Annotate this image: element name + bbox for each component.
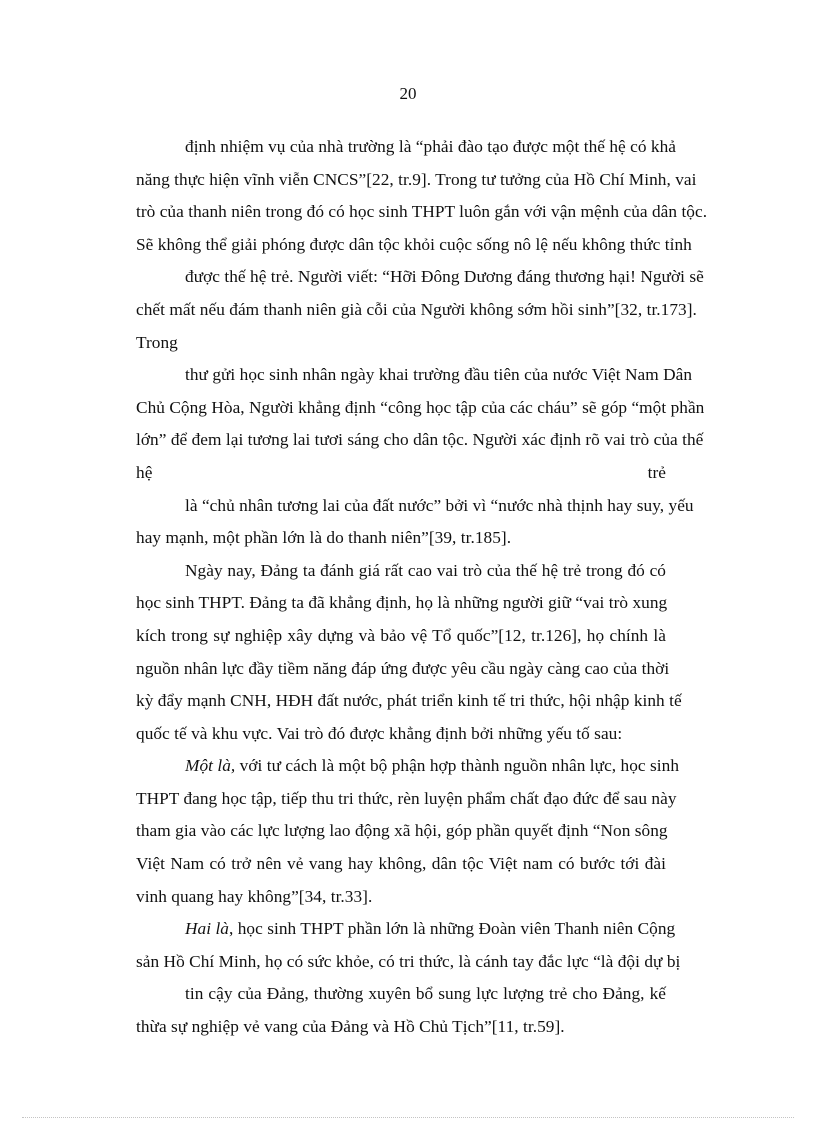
text-line: [136, 555, 666, 588]
line-text: sản Hồ Chí Minh, họ có sức khỏe, có tri thức, là cánh tay đắc lực “là đội dự bị: [136, 951, 681, 971]
line-text: , học sinh THPT phần lớn là những Đoàn viên Thanh niên Cộng: [228, 919, 676, 939]
text-line: [136, 685, 682, 718]
text-line: [136, 913, 676, 946]
line-text: là “chủ nhân tương lai của đất nước” bởi vì “nước nhà thịnh hay suy, yếu: [185, 495, 694, 515]
line-text: hay mạnh, một phần lớn là do thanh niên”[39, tr.185].: [136, 528, 512, 548]
line-text: học sinh THPT. Đảng ta đã khẳng định, họ là những người giữ “vai trò xung: [136, 593, 668, 613]
text-line: [136, 881, 666, 914]
body-text: [136, 131, 708, 1044]
line-text: Trong: [136, 332, 178, 352]
line-text: định nhiệm vụ của nhà trường là “phải đào tạo được một thế hệ có khả: [185, 137, 677, 156]
text-line: [136, 327, 666, 360]
text-line: [136, 392, 705, 425]
line-text: Việt Nam có trở nên vẻ vang hay không, dân tộc Việt nam có bước tới đài: [136, 854, 666, 874]
text-line: [136, 229, 692, 262]
line-text: kích trong sự nghiệp xây dựng và bảo vệ Tổ quốc”[12, tr.126], họ chính là: [136, 625, 666, 645]
italic-lead: Một là,: [185, 756, 236, 776]
line-text: tin cậy của Đảng, thường xuyên bổ sung lực lượng trẻ cho Đảng, kế: [185, 984, 666, 1004]
line-text: Ngày nay, Đảng ta đánh giá rất cao vai trò của thế hệ trẻ trong đó có: [185, 560, 666, 580]
line-text: với tư cách là một bộ phận hợp thành nguồn nhân lực, học sinh: [235, 756, 680, 776]
text-line: [136, 750, 680, 783]
text-line: [136, 653, 670, 686]
line-text: được thế hệ trẻ. Người viết: “Hỡi Đông Dương đáng thương hại! Người sẽ: [185, 267, 704, 287]
line-text: tham gia vào các lực lượng lao động xã hội, góp phần quyết định “Non sông: [136, 821, 668, 841]
line-text: nguồn nhân lực đầy tiềm năng đáp ứng được yêu cầu ngày càng cao của thời: [136, 658, 670, 678]
text-line: [136, 848, 666, 881]
text-line: [136, 718, 666, 751]
italic-lead: Hai là: [185, 919, 229, 939]
text-line: [136, 294, 697, 327]
text-line: [136, 1011, 666, 1044]
text-line: [136, 490, 694, 523]
text-line: [136, 359, 693, 392]
line-text: Sẽ không thể giải phóng được dân tộc khỏi cuộc sống nô lệ nếu không thức tỉnh: [136, 234, 692, 254]
text-line: [136, 131, 677, 164]
text-line: [136, 196, 708, 229]
text-line: [136, 261, 704, 294]
line-text: năng thực hiện vĩnh viễn CNCS”[22, tr.9]. Trong tư tưởng của Hồ Chí Minh, vai: [136, 169, 697, 189]
line-text: thư gửi học sinh nhân ngày khai trường đầu tiên của nước Việt Nam Dân: [185, 365, 693, 385]
text-line: [136, 815, 666, 848]
text-line: [136, 587, 666, 620]
line-text: lớn” để đem lại tương lai tươi sáng cho dân tộc. Người xác định rõ vai trò của thế: [136, 430, 704, 450]
text-line: [136, 978, 666, 1011]
line-text: quốc tế và khu vực. Vai trò đó được khẳng định bởi những yếu tố sau:: [136, 723, 623, 743]
line-text: THPT đang học tập, tiếp thu tri thức, rèn luyện phẩm chất đạo đức để sau này: [136, 788, 677, 808]
text-line: [136, 424, 704, 457]
line-text: hệ trẻ: [136, 462, 666, 482]
text-line: [136, 457, 666, 490]
text-line: [136, 164, 697, 197]
line-text: thừa sự nghiệp vẻ vang của Đảng và Hồ Chủ Tịch”[11, tr.59].: [136, 1017, 565, 1037]
line-text: trò của thanh niên trong đó có học sinh THPT luôn gắn với vận mệnh của dân tộc.: [136, 202, 708, 222]
text-line: [136, 783, 677, 816]
line-text: chết mất nếu đám thanh niên già cỗi của Người không sớm hồi sinh”[32, tr.173].: [136, 299, 697, 319]
page-number: 20: [399, 84, 417, 103]
line-text: Chủ Cộng Hòa, Người khẳng định “công học tập của các cháu” sẽ góp “một phần: [136, 397, 705, 417]
line-text: kỳ đẩy mạnh CNH, HĐH đất nước, phát triển kinh tế tri thức, hội nhập kinh tế: [136, 691, 682, 711]
text-line: [136, 946, 681, 979]
text-line: [136, 620, 666, 653]
line-text: vinh quang hay không”[34, tr.33].: [136, 886, 373, 906]
text-line: [136, 522, 666, 555]
page-bottom-divider: [22, 1117, 794, 1118]
